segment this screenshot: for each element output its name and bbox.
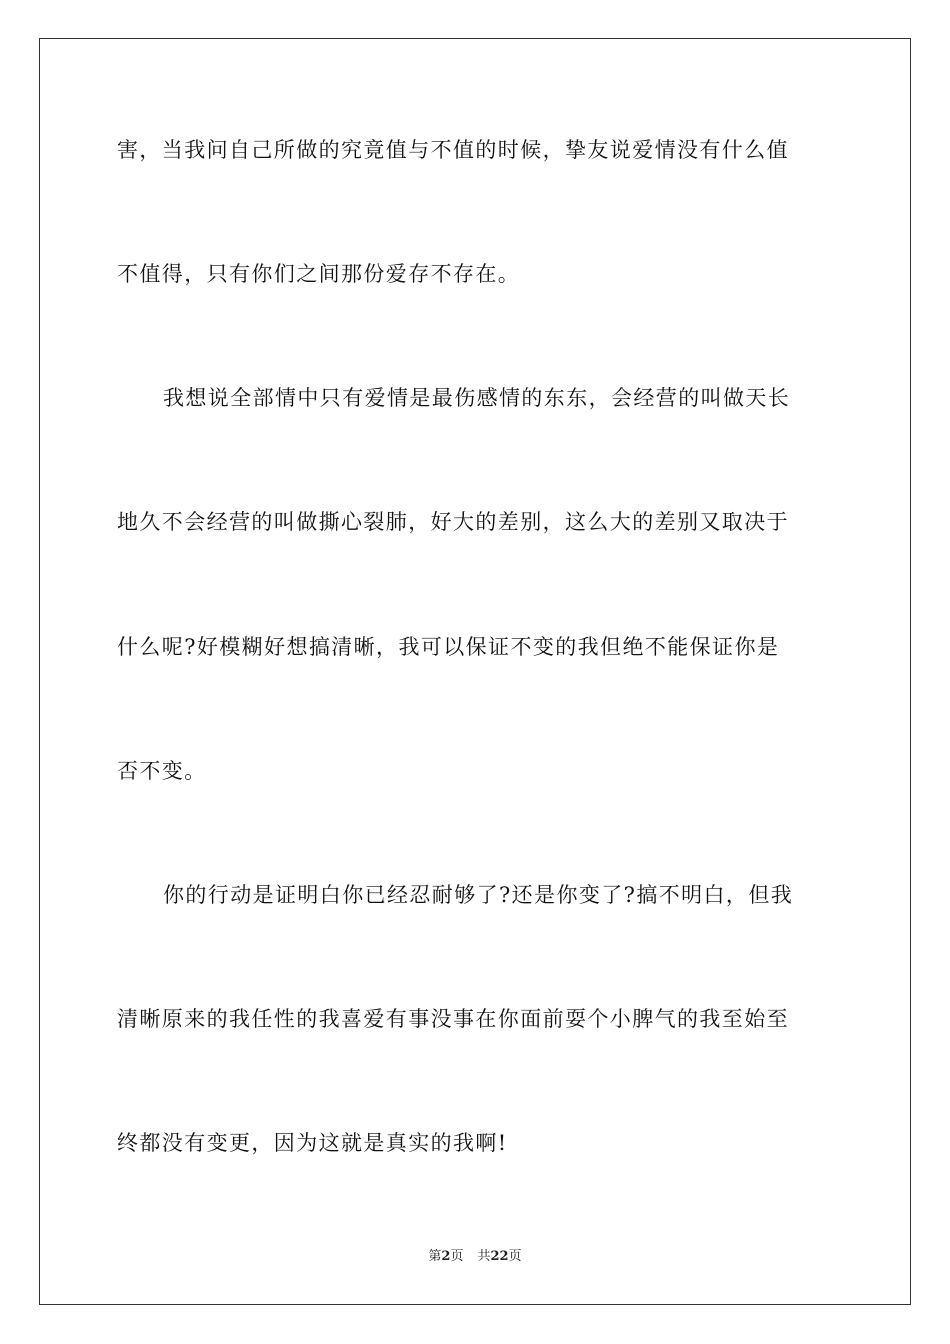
page-border: [39, 38, 911, 1305]
body-line-4: 地久不会经营的叫做撕心裂肺，好大的差别，这么大的差别又取决于: [117, 510, 789, 534]
footer-page-prefix: 第: [428, 1249, 442, 1264]
body-line-1: 害，当我问自己所做的究竟值与不值的时候，挚友说爱情没有什么值: [117, 138, 789, 162]
body-line-6: 否不变。: [117, 759, 207, 783]
footer-total-suffix: 页: [508, 1249, 522, 1264]
body-line-2: 不值得，只有你们之间那份爱存不存在。: [117, 262, 521, 286]
body-line-7: 你的行动是证明白你已经忍耐够了?还是你变了?搞不明白，但我: [163, 883, 794, 907]
footer-total-pages: 22: [490, 1249, 509, 1264]
footer-total-prefix: 共: [477, 1249, 491, 1264]
page-footer: [0, 1248, 950, 1266]
body-line-3: 我想说全部情中只有爱情是最伤感情的东东，会经营的叫做天长: [163, 386, 791, 410]
body-line-8: 清晰原来的我任性的我喜爱有事没事在你面前耍个小脾气的我至始至: [117, 1007, 789, 1031]
body-line-9: 终都没有变更，因为这就是真实的我啊!: [117, 1131, 508, 1155]
body-line-5: 什么呢?好模糊好想搞清晰，我可以保证不变的我但绝不能保证你是: [117, 635, 780, 659]
footer-page-suffix: 页: [450, 1249, 464, 1264]
footer-page-number: 2: [441, 1249, 451, 1264]
